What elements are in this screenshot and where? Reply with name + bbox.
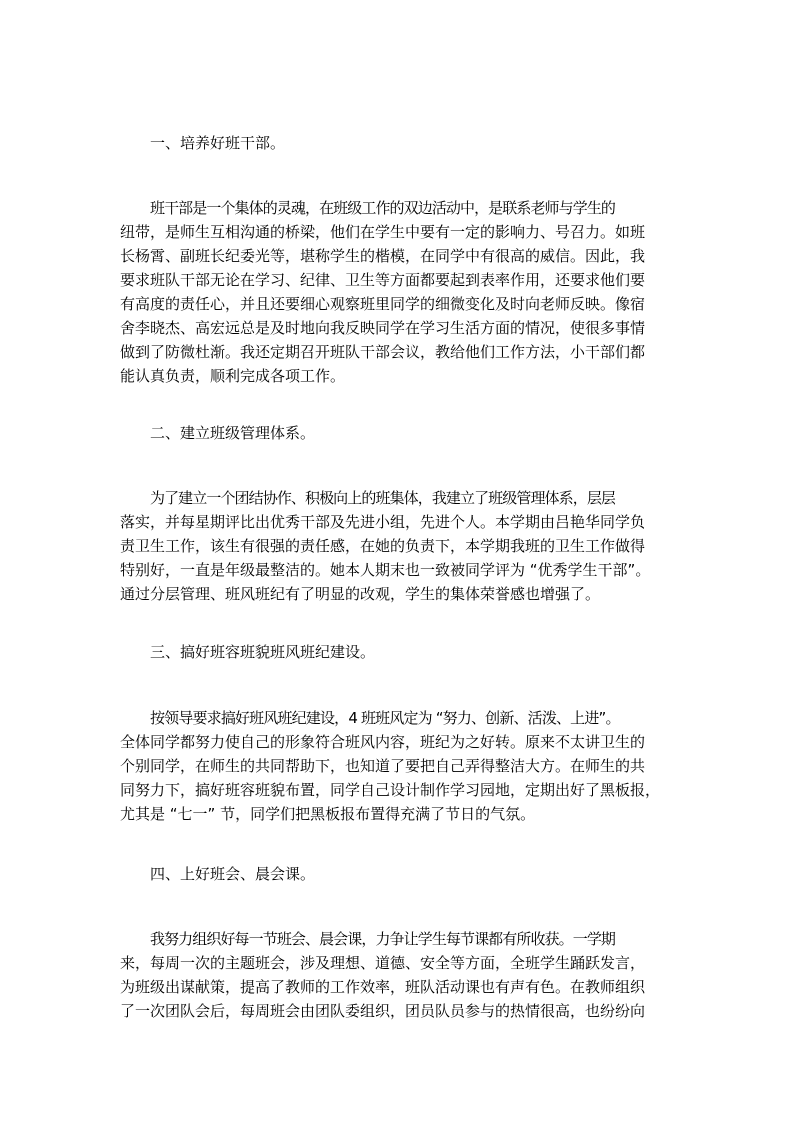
- paragraph-line: 班干部是一个集体的灵魂，在班级工作的双边活动中，是联系老师与学生的: [150, 199, 616, 217]
- paragraph-line: 落实，并每星期评比出优秀干部及先进小组，先进个人。本学期由吕艳华同学负: [120, 513, 646, 531]
- section-paragraph-4: [120, 927, 682, 1023]
- section-paragraph-2: [120, 486, 682, 606]
- paragraph-line: 为班级出谋献策，提高了教师的工作效率，班队活动课也有声有色。在教师组织: [120, 978, 646, 996]
- paragraph-line: 舍李晓杰、高宏远总是及时地向我反映同学在学习生活方面的情况，使很多事情: [120, 319, 646, 337]
- paragraph-line: 按领导要求搞好班风班纪建设，4 班班风定为 “努力、创新、活泼、上进”。: [150, 709, 620, 727]
- section-heading-2: 二、建立班级管理体系。: [150, 424, 316, 442]
- paragraph-line: 做到了防微杜渐。我还定期召开班队干部会议，教给他们工作方法，小干部们都: [120, 343, 646, 361]
- paragraph-line: 个别同学，在师生的共同帮助下，也知道了要把自己弄得整洁大方。在师生的共: [120, 757, 646, 775]
- paragraph-line: 长杨霄、副班长纪委光等，堪称学生的楷模，在同学中有很高的威信。因此，我: [120, 247, 646, 265]
- paragraph-line: 责卫生工作，该生有很强的责任感，在她的负责下，本学期我班的卫生工作做得: [120, 537, 646, 555]
- section-heading-3: 三、搞好班容班貌班风班纪建设。: [150, 643, 376, 661]
- paragraph-line: 同努力下，搞好班容班貌布置，同学自己设计制作学习园地，定期出好了黑板报，: [120, 781, 661, 799]
- section-heading-4: 四、上好班会、晨会课。: [150, 865, 316, 883]
- paragraph-line: 来，每周一次的主题班会，涉及理想、道德、安全等方面，全班学生踊跃发言，: [120, 954, 646, 972]
- section-paragraph-3: [120, 706, 682, 826]
- paragraph-line: 纽带，是师生互相沟通的桥梁，他们在学生中要有一定的影响力、号召力。如班: [120, 223, 646, 241]
- section-heading-1: 一、培养好班干部。: [150, 134, 286, 152]
- paragraph-line: 能认真负责，顺利完成各项工作。: [120, 367, 346, 385]
- paragraph-line: 全体同学都努力使自己的形象符合班风内容，班纪为之好转。原来不太讲卫生的: [120, 733, 646, 751]
- paragraph-line: 我努力组织好每一节班会、晨会课，力争让学生每节课都有所收获。一学期: [150, 930, 616, 948]
- section-paragraph-1: [120, 196, 682, 388]
- paragraph-line: 为了建立一个团结协作、积极向上的班集体，我建立了班级管理体系，层层: [150, 489, 616, 507]
- paragraph-line: 特别好，一直是年级最整洁的。她本人期末也一致被同学评为 “优秀学生干部”。: [120, 561, 651, 579]
- paragraph-line: 尤其是 “七一” 节，同学们把黑板报布置得充满了节日的气氛。: [120, 805, 536, 823]
- paragraph-line: 要求班队干部无论在学习、纪律、卫生等方面都要起到表率作用，还要求他们要: [120, 271, 646, 289]
- paragraph-line: 有高度的责任心，并且还要细心观察班里同学的细微变化及时向老师反映。像宿: [120, 295, 646, 313]
- paragraph-line: 了一次团队会后，每周班会由团队委组织，团员队员参与的热情很高，也纷纷向: [120, 1002, 646, 1020]
- paragraph-line: 通过分层管理、班风班纪有了明显的改观，学生的集体荣誉感也增强了。: [120, 585, 601, 603]
